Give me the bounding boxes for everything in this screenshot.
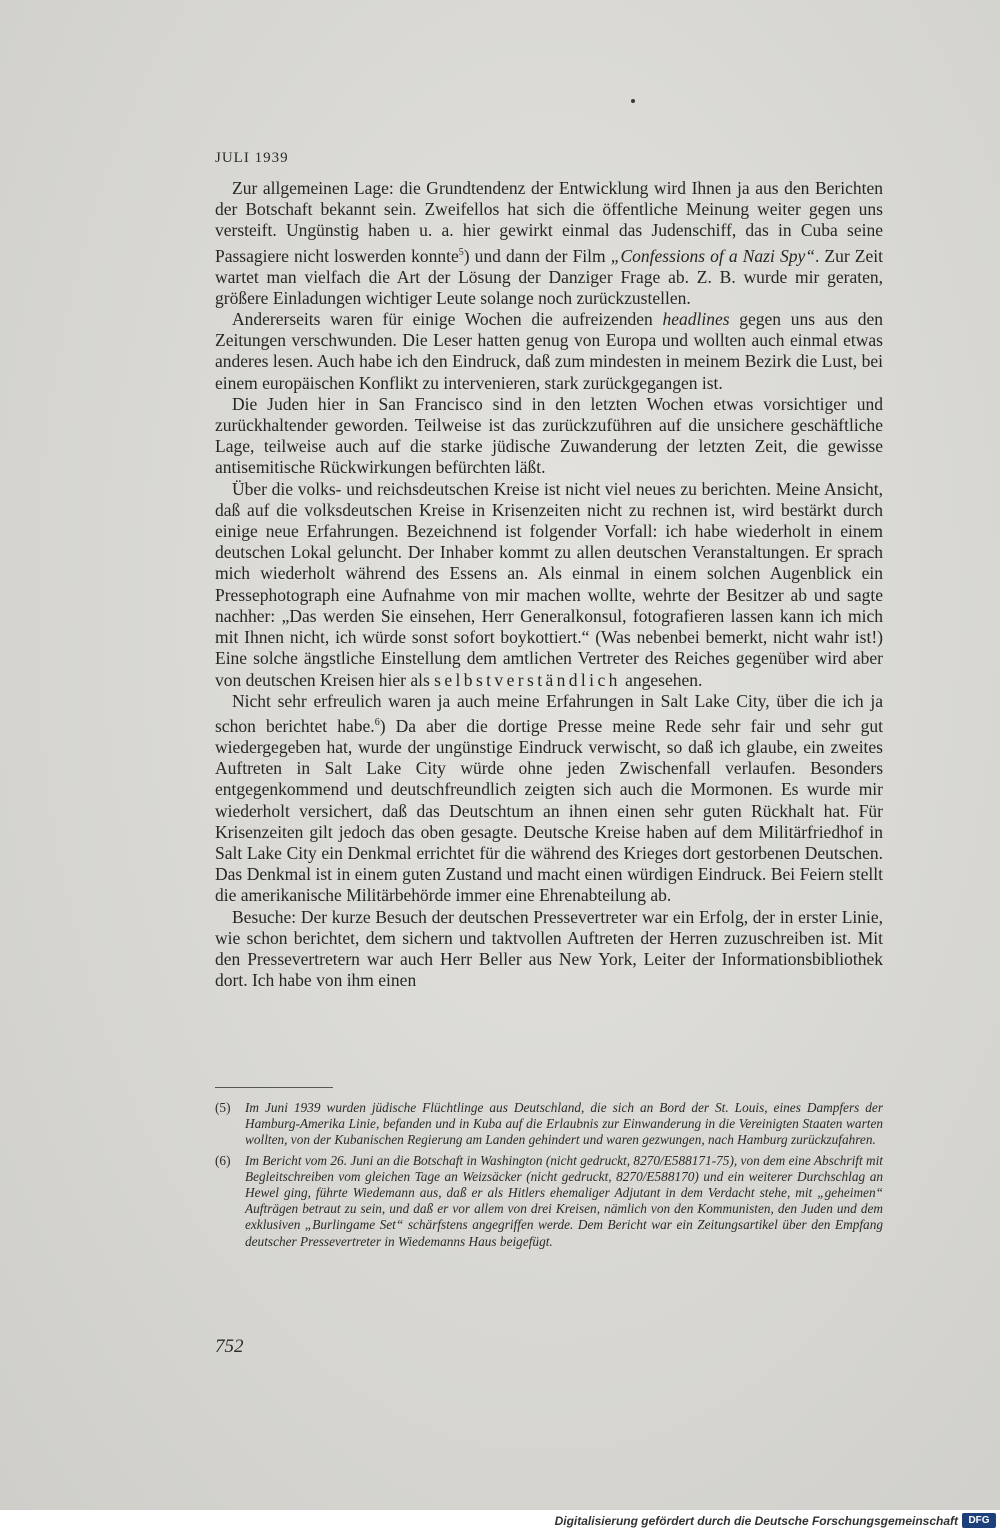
- text-run: Besuche: Der kurze Besuch der deutschen Pressevertreter war ein Erfolg, der in erster Linie, wie schon berichtet, dem sichern und taktvollen Auftreten der Herren zuzuschreiben ist. Mit den Pressevertretern war auch Herr Beller aus New York, Leiter der Informationsbibliothek dort. Ich habe von ihm einen: [215, 906, 883, 991]
- page-number: 752: [215, 1336, 244, 1357]
- paragraph: [215, 309, 883, 394]
- text-run: Nicht sehr erfreulich waren ja auch meine Erfahrungen in Salt Lake City, über die ich ja schon berichtet habe.: [215, 690, 883, 736]
- dfg-logo-icon: DFG: [962, 1513, 996, 1528]
- running-header: JULI 1939: [215, 150, 289, 166]
- text-run: headlines: [662, 309, 730, 330]
- footnote-text: Im Juni 1939 wurden jüdische Flüchtlinge aus Deutschland, die sich an Bord der St. Louis, eines Dampfers der Hamburg-Amerika Linie, befanden und in Kuba auf die Erlaubnis zur Einwanderung in die Vereinigten Staaten warten wollten, von der Kubanischen Regierung am Landen gehindert und waren gezwungen, nach Hamburg zurückzufahren.: [245, 1100, 883, 1148]
- text-run: gegen uns aus den Zeitungen verschwunden. Die Leser hatten genug von Europa und wollten auch einmal etwas anderes lesen. Auch habe ich den Eindruck, daß zum mindesten in meinem Bezirk die Lust, bei einem europäischen Konflikt zu intervenieren, stark zurückgegangen ist.: [215, 309, 883, 393]
- footnote-divider: [215, 1087, 333, 1088]
- funding-credit: Digitalisierung gefördert durch die Deutsche Forschungsgemeinschaft: [554, 1514, 958, 1528]
- text-run: ) Da aber die dortige Presse meine Rede sehr fair und sehr gut wiedergegeben hat, wurde der ungünstige Eindruck verwischt, so daß ich glaube, ein zweites Auftreten in Salt Lake City würde ohne jeden Zwischenfall verlaufen. Besonders entgegenkommend und deutschfreundlich zeigten sich auch die Mormonen. Es wurde mir wiederholt versichert, daß das Deutschtum an ihnen einen sehr guten Rückhalt hat. Für Krisenzeiten gilt jedoch das oben gesagte. Deutsche Kreise haben auf dem Militärfriedhof in Salt Lake City ein Denkmal errichtet für die während des Krieges dort gestorbenen Deutschen. Das Denkmal ist in einem guten Zustand und macht einen würdigen Eindruck. Bei Feiern stellt die amerikanische Militärbehörde immer eine Ehrenabteilung ab.: [215, 715, 883, 906]
- paragraph: [215, 394, 883, 479]
- footnote: [215, 1100, 883, 1149]
- footnote-ref: 6: [374, 716, 380, 728]
- text-run: „Confessions of a Nazi Spy“: [610, 245, 815, 266]
- footnote-number: (6): [215, 1152, 231, 1168]
- paragraph: [215, 691, 883, 907]
- footnote-number: (5): [215, 1100, 231, 1115]
- footer-bar: [0, 1510, 1000, 1532]
- text-run: ) und dann der Film: [463, 245, 611, 266]
- text-run: angesehen.: [620, 669, 703, 690]
- text-run: Über die volks- und reichsdeutschen Kreise ist nicht viel neues zu berichten. Meine Ansicht, daß auf die volksdeutschen Kreise in Krisenzeiten nicht zu rechnen ist, wird bestärkt durch einige neue Erfahrungen. Bezeichnend ist folgender Vorfall: ich habe wiederholt in einem deutschen Lokal geluncht. Der Inhaber kommt zu allen deutschen Veranstaltungen. Er sprach mich wiederholt während des Essens an. Als einmal in einem solchen Augenblick ein Pressephotograph eine Aufnahme von mir machen wollte, wehrte der Besitzer ab und sagte nachher: „Das werden Sie einsehen, Herr Generalkonsul, fotografieren lassen kann ich mich mit Ihnen nicht, ich würde sonst sofort boykottiert.“ (Was nebenbei bemerkt, nicht wahr ist!) Eine solche ängstliche Einstellung dem amtlichen Vertreter des Reiches gegenüber wird aber von deutschen Kreisen hier als: [215, 478, 883, 690]
- body-text: [215, 178, 883, 991]
- paragraph: [215, 178, 883, 309]
- paragraph: [215, 479, 883, 691]
- text-run: Zur allgemeinen Lage: die Grundtendenz der Entwicklung wird Ihnen ja aus den Berichten der Botschaft bekannt sein. Zweifellos hat sich die öffentliche Meinung weiter gegen uns versteift. Ungünstig haben u. a. hier gewirkt einmal das Judenschiff, das in Cuba seine Passagiere nicht loswerden konnte: [215, 178, 883, 266]
- footnote-ref: 5: [458, 246, 464, 258]
- text-run: selbstverständlich: [434, 669, 621, 690]
- paragraph: [215, 907, 883, 992]
- text-run: . Zur Zeit wartet man vielfach die Art der Lösung der Danziger Frage ab. Z. B. wurde mir geraten, größere Einladungen wichtiger Leute solange noch zurückzustellen.: [215, 245, 883, 308]
- footnote: [215, 1153, 883, 1250]
- text-run: Andererseits waren für einige Wochen die aufreizenden: [232, 309, 663, 330]
- footnote-text: Im Bericht vom 26. Juni an die Botschaft in Washington (nicht gedruckt, 8270/E588171-75), von dem eine Abschrift mit Begleitschreiben vom gleichen Tage an Weizsäcker (nicht gedruckt, 8270/E588170) und ein weiterer Durchschlag an Hewel ging, führte Wiedemann aus, daß er als Hitlers ehemaliger Adjutant in dem Verdacht stehe, mit „geheimen“ Aufträgen betraut zu sein, und daß er vor allem von drei Kreisen, nämlich von den Kommunisten, den Juden und dem exklusiven „Burlingame Set“ schärfstens angegriffen werde. Dem Bericht war ein Zeitungsartikel über den Empfang deutscher Pressevertreter in Wiedemanns Haus beigefügt.: [245, 1152, 883, 1249]
- text-run: Die Juden hier in San Francisco sind in den letzten Wochen etwas vorsichtiger und zurückhaltender geworden. Teilweise ist das zurückzuführen auf die unsichere geschäftliche Lage, teilweise auch auf die starke jüdische Zuwanderung der letzten Zeit, die gewisse antisemitische Rückwirkungen befürchten läßt.: [215, 393, 883, 478]
- page-speck: [631, 99, 635, 103]
- footnotes: [215, 1100, 883, 1254]
